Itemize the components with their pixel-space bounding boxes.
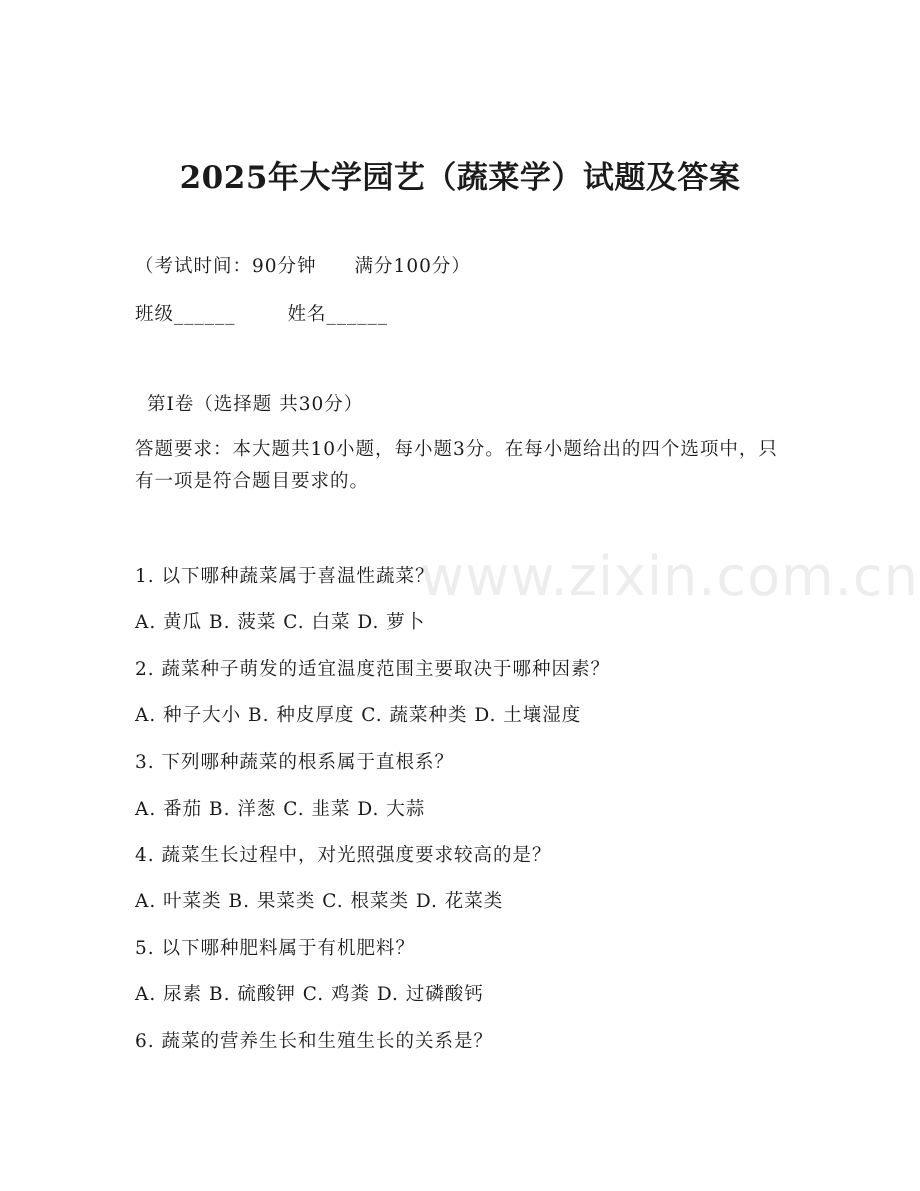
question-5-stem: 5. 以下哪种肥料属于有机肥料？ (135, 938, 416, 959)
question-5-options: A. 尿素 B. 硫酸钾 C. 鸡粪 D. 过磷酸钙 (135, 984, 484, 1005)
question-1-options: A. 黄瓜 B. 菠菜 C. 白菜 D. 萝卜 (135, 612, 426, 633)
exam-info (135, 252, 471, 278)
name-field: 姓名______ (287, 304, 389, 325)
class-field: 班级______ (135, 304, 236, 325)
question-4-options: A. 叶菜类 B. 果菜类 C. 根菜类 D. 花菜类 (135, 891, 504, 912)
exam-full-score: 满分100分） (354, 256, 471, 277)
exam-title: 2025年大学园艺（蔬菜学）试题及答案 (179, 160, 741, 196)
answer-requirement: 答题要求：本大题共10小题，每小题3分。在每小题给出的四个选项中，只有一项是符合题目要求的。 (135, 439, 778, 492)
question-6-stem: 6. 蔬菜的营养生长和生殖生长的关系是？ (135, 1031, 494, 1052)
question-2-stem: 2. 蔬菜种子萌发的适宜温度范围主要取决于哪种因素？ (135, 659, 611, 680)
question-3-options: A. 番茄 B. 洋葱 C. 韭菜 D. 大蒜 (135, 799, 426, 820)
exam-time: （考试时间：90分钟 (135, 256, 317, 277)
question-3-stem: 3. 下列哪种蔬菜的根系属于直根系？ (135, 752, 455, 773)
section-heading: 第I卷（选择题 共30分） (147, 394, 364, 415)
watermark: www.zixin.com.cn (420, 545, 919, 608)
question-2-options: A. 种子大小 B. 种皮厚度 C. 蔬菜种类 D. 土壤湿度 (135, 705, 582, 726)
question-1-stem: 1. 以下哪种蔬菜属于喜温性蔬菜？ (135, 566, 435, 587)
student-fields (135, 300, 388, 326)
question-4-stem: 4. 蔬菜生长过程中，对光照强度要求较高的是？ (135, 845, 552, 866)
